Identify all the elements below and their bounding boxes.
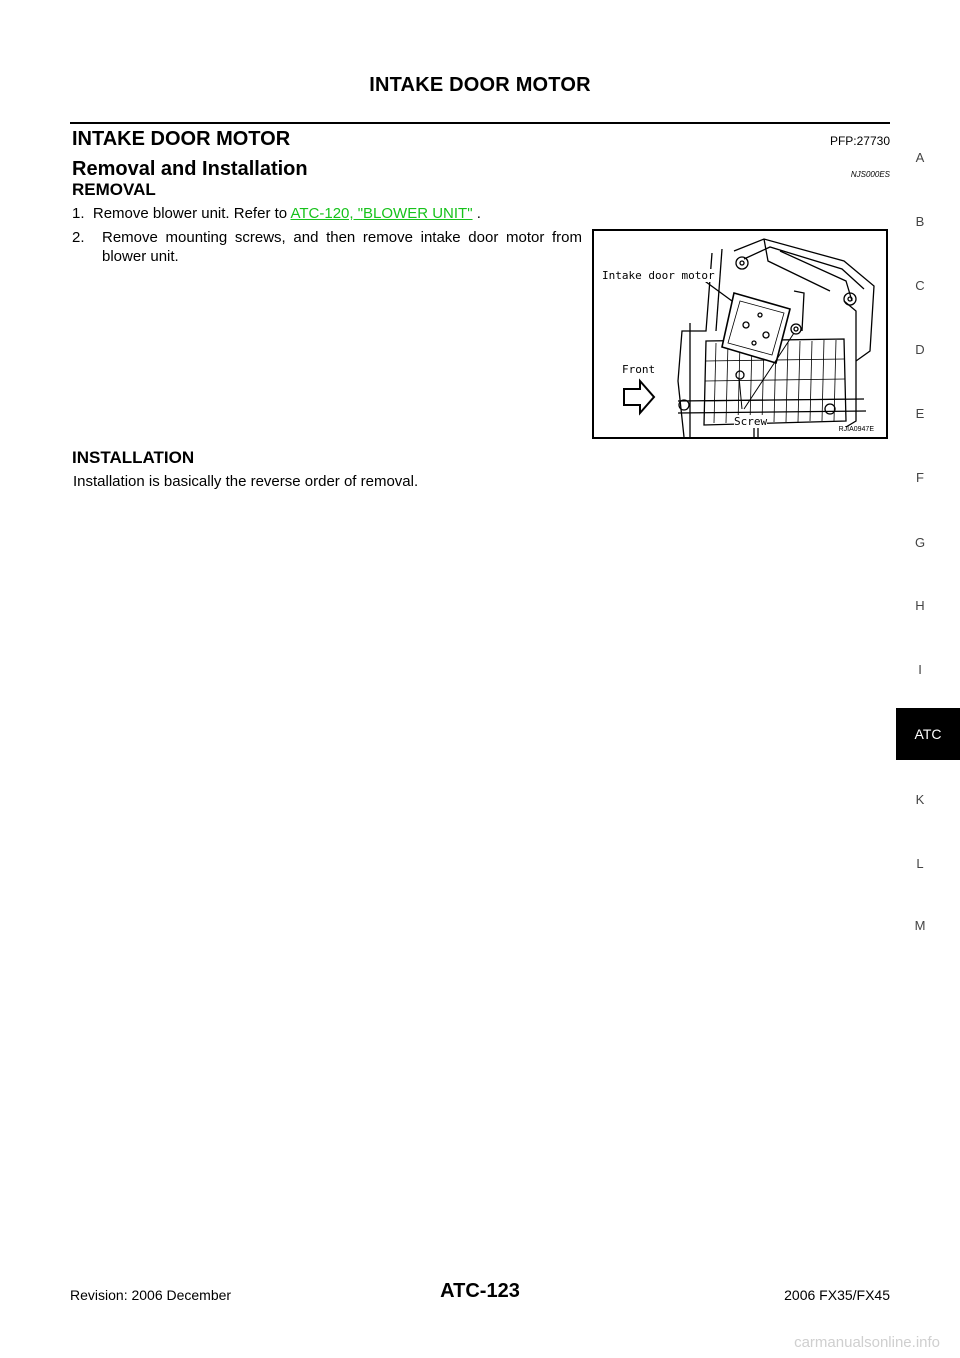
side-index-f[interactable]: F bbox=[916, 470, 924, 485]
side-index-g[interactable]: G bbox=[914, 535, 926, 550]
installation-text: Installation is basically the reverse order of removal. bbox=[73, 473, 419, 490]
side-index-a[interactable]: A bbox=[915, 150, 925, 165]
intake-door-motor-label: Intake door motor bbox=[602, 269, 715, 282]
header-rule bbox=[70, 122, 890, 124]
footer-model: 2006 FX35/FX45 bbox=[784, 1287, 890, 1303]
screw-label: Screw bbox=[734, 415, 768, 428]
side-index-l[interactable]: L bbox=[916, 856, 924, 871]
footer-page-number: ATC-123 bbox=[440, 1280, 520, 1302]
removal-step-2 bbox=[72, 228, 582, 266]
figure-code: RJIA0947E bbox=[838, 426, 874, 433]
step-text-end: . bbox=[476, 205, 481, 222]
step-number: 1. bbox=[72, 205, 85, 222]
side-index-c[interactable]: C bbox=[915, 278, 925, 293]
side-index-i[interactable]: I bbox=[918, 662, 922, 677]
section-title: INTAKE DOOR MOTOR bbox=[72, 128, 291, 150]
side-index-b[interactable]: B bbox=[915, 214, 925, 229]
side-index-d[interactable]: D bbox=[915, 342, 925, 357]
side-index-k[interactable]: K bbox=[915, 792, 925, 807]
footer-revision: Revision: 2006 December bbox=[70, 1287, 232, 1303]
step-text: Remove blower unit. Refer to bbox=[92, 205, 288, 222]
front-label: Front bbox=[622, 363, 656, 376]
step-text: Remove mounting screws, and then remove intake door motor from blower unit. bbox=[102, 229, 582, 265]
page-header-title: INTAKE DOOR MOTOR bbox=[369, 74, 591, 96]
subsection-code: NJS000ES bbox=[850, 170, 890, 179]
blower-unit-drawing bbox=[594, 231, 886, 437]
side-index-e[interactable]: E bbox=[915, 406, 925, 421]
side-index-m[interactable]: M bbox=[914, 918, 926, 933]
side-index-atc-active[interactable]: ATC bbox=[896, 708, 960, 760]
subsection-title: Removal and Installation bbox=[72, 158, 308, 180]
side-index-h[interactable]: H bbox=[915, 598, 925, 613]
step-number: 2. bbox=[72, 229, 85, 246]
blower-unit-link[interactable]: ATC-120, "BLOWER UNIT" bbox=[290, 205, 473, 222]
intake-door-motor-figure bbox=[592, 229, 888, 439]
removal-step-1 bbox=[72, 204, 481, 223]
installation-heading: INSTALLATION bbox=[72, 448, 195, 467]
watermark: carmanualsonline.info bbox=[794, 1334, 940, 1351]
part-number: PFP:27730 bbox=[829, 134, 890, 148]
removal-heading: REMOVAL bbox=[72, 180, 156, 199]
